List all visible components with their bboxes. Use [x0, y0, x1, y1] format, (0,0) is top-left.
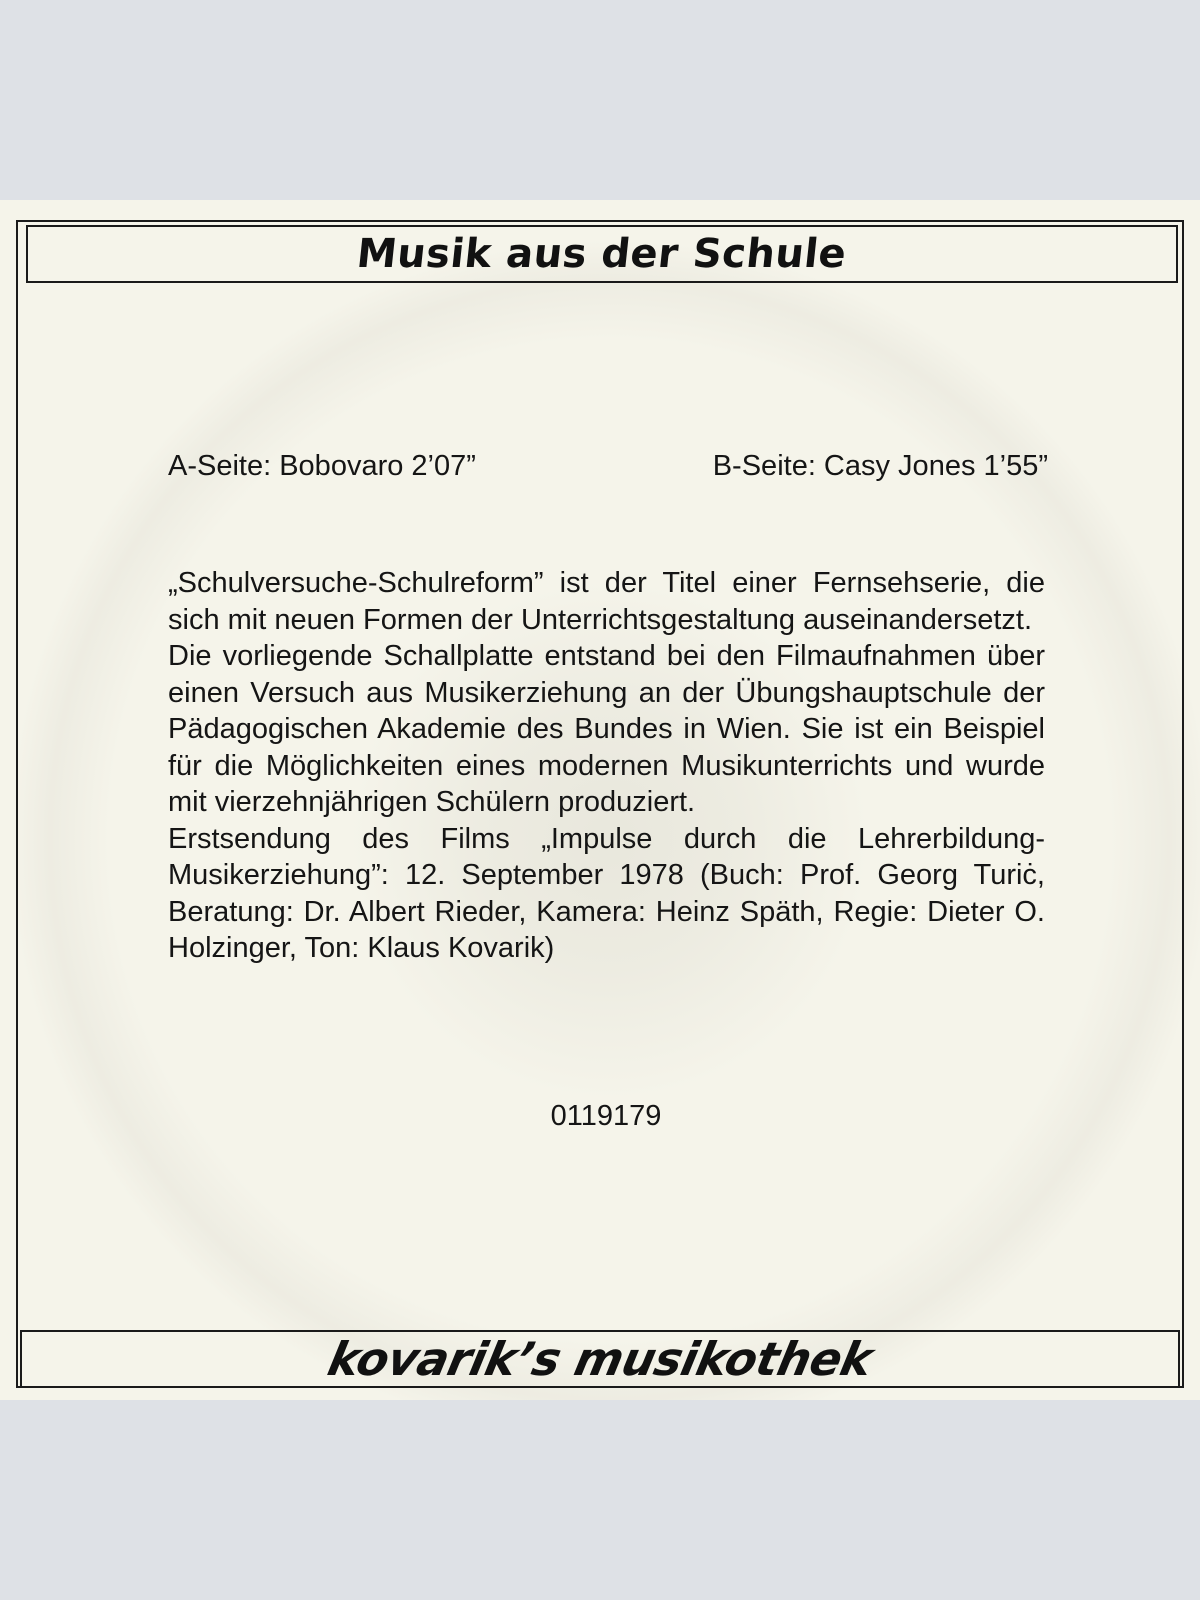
- track-sides: [168, 450, 1048, 490]
- side-b-track: B-Seite: Casy Jones 1’55”: [712, 450, 1048, 482]
- liner-paragraph: „Schulversuche-Schulreform” ist der Titel einer Fernsehserie, die sich mit neuen Formen der Unterrichtsgestaltung auseinandersetzt.: [168, 567, 1045, 636]
- publisher-logo: kovarik’s musikothek: [323, 1332, 877, 1386]
- page-title: Musik aus der Schule: [354, 231, 850, 277]
- liner-notes: [168, 565, 1045, 967]
- catalog-number: 0119179: [550, 1100, 662, 1132]
- title-banner: [26, 225, 1178, 283]
- liner-paragraph: Erstsendung des Films „Impulse durch die Lehrerbildung-Musikerziehung”: 12. September 1978 (Buch: Prof. Georg Turiċ, Beratung: Dr. Albert Rieder, Kamera: Heinz Späth, Regie: Dieter O. Holzinger, Ton: Klaus Kovarik): [168, 822, 1045, 964]
- footer-banner: [20, 1330, 1180, 1388]
- liner-paragraph: Die vorliegende Schallplatte entstand bei den Filmaufnahmen über einen Versuch aus Musikerziehung an der Übungshauptschule der Pädagogischen Akademie des Bundes in Wien. Sie ist ein Beispiel für die Möglichkeiten eines modernen Musikunterrichts und wurde mit vierzehnjährigen Schülern produziert.: [168, 640, 1045, 818]
- side-a-track: A-Seite: Bobovaro 2’07”: [168, 450, 476, 482]
- record-sleeve-back: [0, 200, 1200, 1400]
